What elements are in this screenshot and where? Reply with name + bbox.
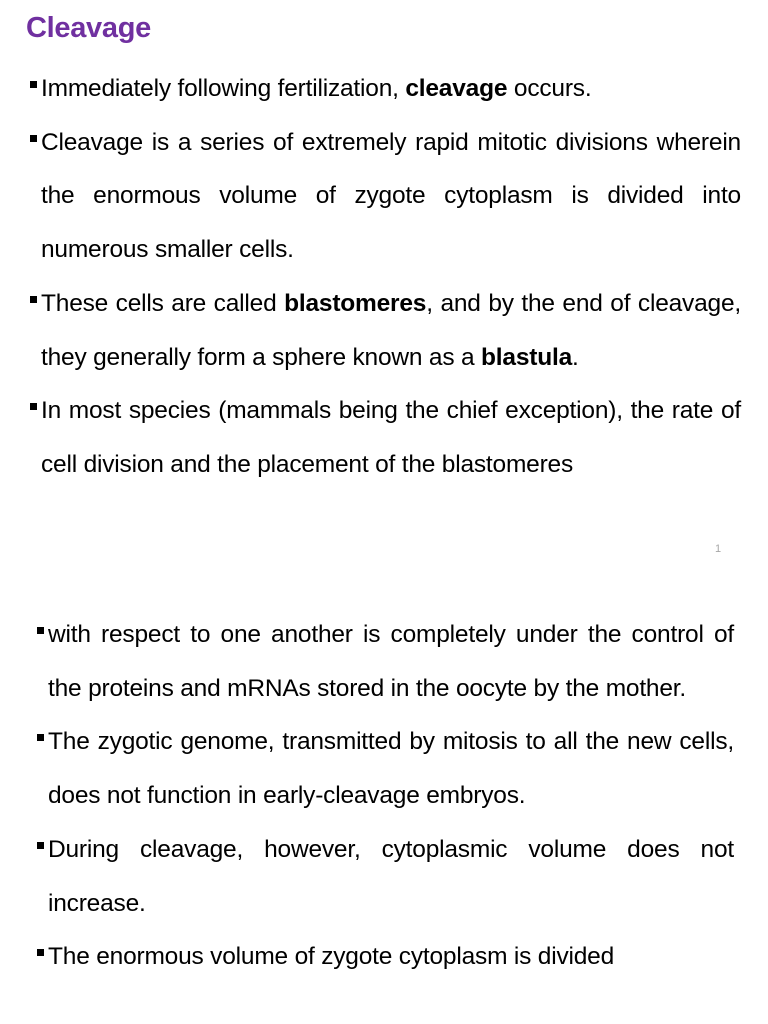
bullet-text: During cleavage, however, cytoplasmic volume does not increase. bbox=[48, 835, 734, 917]
bullet-item bbox=[41, 62, 741, 116]
bullet-text: occurs. bbox=[507, 75, 592, 102]
slide-title: Cleavage bbox=[26, 12, 151, 44]
bullet-text: The zygotic genome, transmitted by mitosis to all the new cells, does not function in early-cleavage embryos. bbox=[48, 728, 734, 810]
bold-term: cleavage bbox=[405, 75, 508, 102]
bullet-item bbox=[48, 823, 734, 930]
bullet-list bbox=[48, 608, 734, 984]
bullet-item bbox=[48, 608, 734, 715]
page-number: 1 bbox=[715, 543, 722, 555]
bullet-item bbox=[41, 277, 741, 384]
bullet-text: . bbox=[572, 343, 579, 371]
bullet-list bbox=[41, 62, 741, 492]
bullet-text: These cells are called bbox=[41, 289, 285, 317]
bold-term: blastula bbox=[481, 343, 573, 371]
bullet-item bbox=[41, 116, 741, 277]
slide-2 bbox=[0, 590, 768, 1024]
bullet-text: Cleavage is a series of extremely rapid mitotic divisions wherein the enormous volume of zygote cytoplasm is divided into numerous smaller cells. bbox=[41, 128, 741, 264]
bullet-text: , and by the end of cleavage, they generally form a sphere known as a bbox=[41, 289, 741, 371]
bold-term: blastomeres bbox=[284, 289, 427, 317]
bullet-text: Immediately following fertilization, bbox=[41, 75, 406, 102]
bullet-text: In most species (mammals being the chief exception), the rate of cell division and the placement of the blastomeres bbox=[41, 397, 741, 478]
bullet-item bbox=[48, 930, 734, 984]
bullet-item bbox=[41, 384, 741, 491]
bullet-item bbox=[48, 715, 734, 822]
bullet-text: with respect to one another is completely under the control of the proteins and mRNAs stored in the oocyte by the mother. bbox=[48, 621, 734, 702]
bullet-text: The enormous volume of zygote cytoplasm is divided bbox=[48, 943, 615, 971]
